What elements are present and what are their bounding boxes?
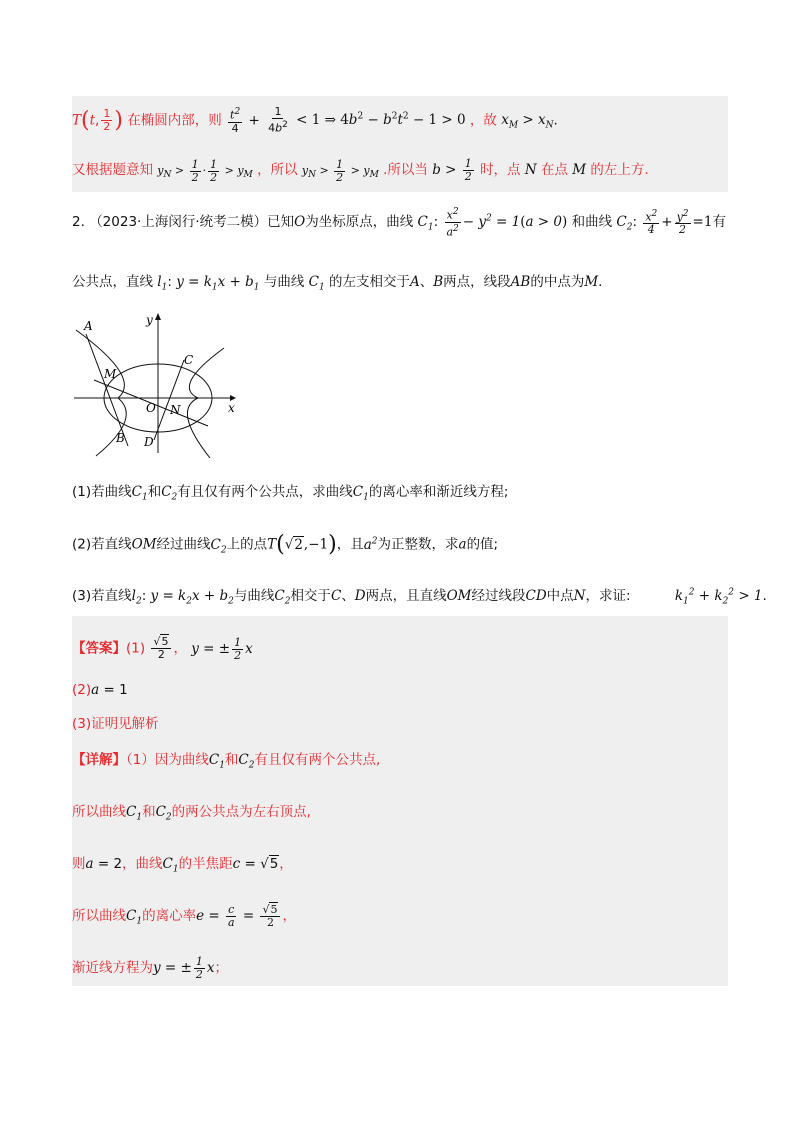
- y-axis-arrow: [155, 313, 161, 320]
- answer-line-3: (3)证明见解析: [72, 716, 159, 732]
- label-m: M: [104, 367, 117, 381]
- detail-line-2: 所以曲线$C_1$和$C_2$的两公共点为左右顶点,: [72, 804, 311, 823]
- hyperbola-ellipse-figure: [72, 308, 242, 458]
- label-b: B: [116, 431, 125, 445]
- problem-stem-line-1: 2. （2023·上海闵行·统考二模）已知O为坐标原点，曲线 $C_1$: $\frac{x^2}{a^2}$ − $y^2 = 1(a > 0)$ 和曲线 $C_2$: $\frac{x^2}{4}$ + $\frac{y^2}{2}$ =1有: [72, 207, 726, 239]
- detail-line-1: 【详解】（1）因为曲线$C_1$和$C_2$有且仅有两个公共点,: [72, 752, 381, 771]
- sub-question-3: (3)若直线$l_2$: $y = k_2x + b_2$与曲线$C_2$相交于C、D两点，且直线OM经过线段CD中点N，求证: $k_1^2 + k_2^2 > 1$.: [72, 587, 767, 607]
- detail-line-5: 渐近线方程为y = ± $\frac{1}{2}$ x；: [72, 955, 228, 981]
- problem-stem-line-2: 公共点，直线 $l_1$: $y = k_1x + b_1$ 与曲线 $C_1$ 的左支相交于A、B两点，线段AB的中点为M.: [72, 274, 603, 293]
- prev-line-1: T(t, $\frac{1}{2}$ ) 在椭圆内部，则 $\frac{t^2}{4}$ + $\frac{1}{4b^2}$ < 1 ⇒ $4b^2 - b^2t^2 - 1 > 0$ ，故 $x_M > x_N$.: [72, 105, 558, 135]
- detail-line-3: 则a = 2，曲线$C_1$的半焦距c = √5，: [72, 856, 293, 875]
- label-x: x: [228, 401, 235, 415]
- prev-line-2: 又根据题意知 $y_N$ > $\frac{1}{2}$ · $\frac{1}{2}$ > $y_M$ ，所以 $y_N$ > $\frac{1}{2}$ > $y_M$ .所以当 b > $\frac{1}{2}$ 时，点 N 在点 M 的左上方.: [72, 157, 649, 184]
- label-c: C: [184, 353, 194, 367]
- label-d: D: [144, 435, 154, 449]
- label-o: O: [146, 401, 156, 415]
- answer-line-2: (2)a = 1: [72, 682, 128, 698]
- label-a: A: [84, 319, 93, 333]
- sub-question-2: (2)若直线OM经过曲线$C_2$上的点T(√2,−1)，且$a^2$为正整数，求a的值;: [72, 532, 499, 557]
- detail-line-4: 所以曲线$C_1$的离心率e = $\frac{c}{a}$ = $\frac{√5}{2}$ ，: [72, 903, 296, 929]
- sub-question-1: (1)若曲线$C_1$和$C_2$有且仅有两个公共点，求曲线$C_1$的离心率和渐近线方程;: [72, 484, 509, 503]
- answer-line-1: 【答案】(1) $\frac{√5}{2}$ ， y = ± $\frac{1}{2}$ x: [72, 635, 253, 662]
- label-y: y: [146, 313, 153, 327]
- line-l1: [86, 334, 128, 446]
- label-n: N: [170, 403, 181, 417]
